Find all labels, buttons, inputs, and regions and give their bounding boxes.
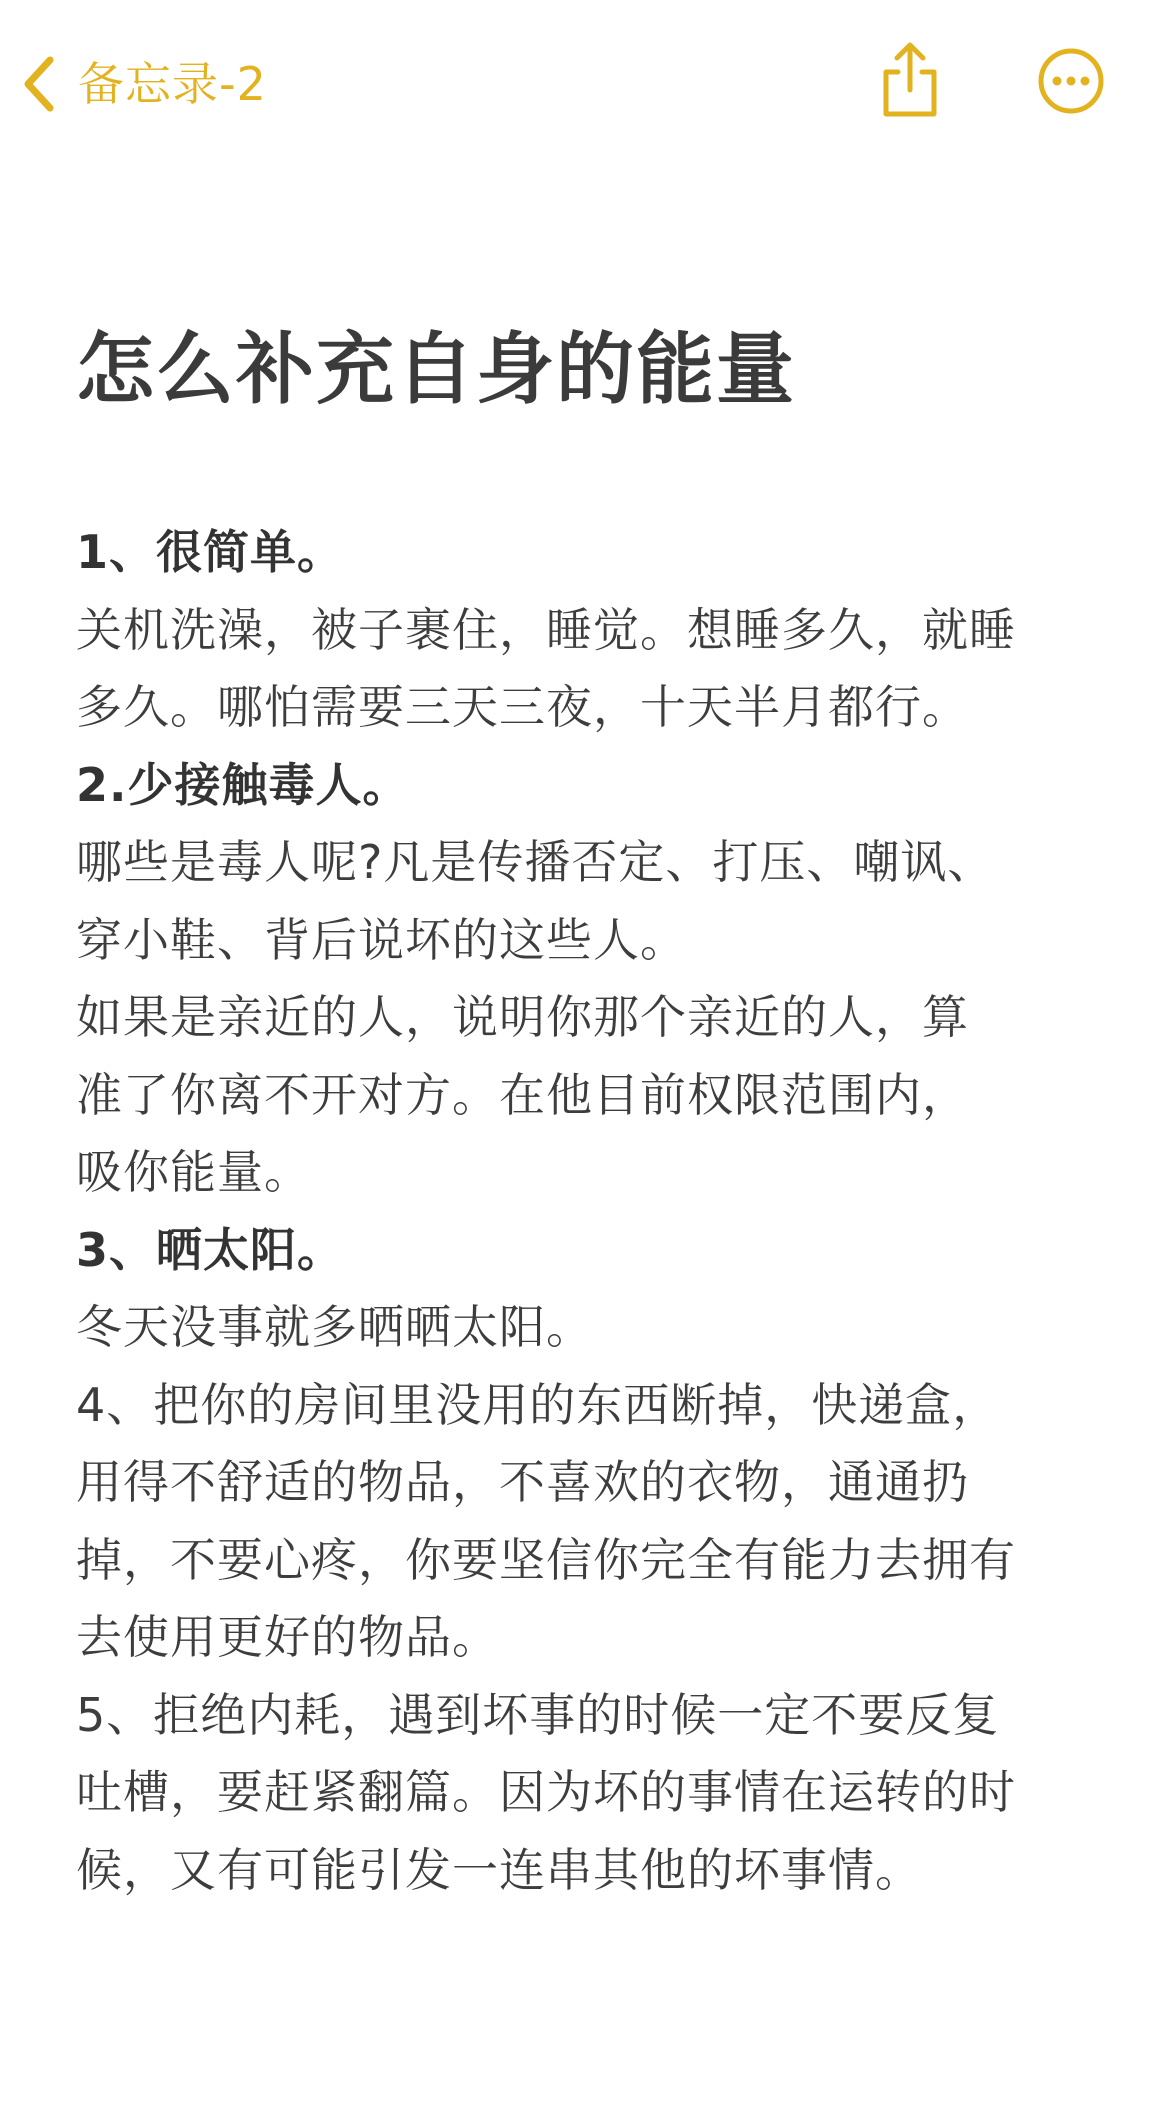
share-button[interactable] (878, 40, 942, 124)
note-text-line: 掉，不要心疼，你要坚信你完全有能力去拥有 (76, 1532, 1016, 1587)
note-text-line: 4、把你的房间里没用的东西断掉，快递盒， (76, 1377, 1000, 1432)
note-text-line: 去使用更好的物品。 (76, 1610, 499, 1664)
note-body[interactable] (76, 514, 1116, 1909)
note-text-line: 穿小鞋、背后说坏的这些人。 (76, 912, 687, 967)
note-text-line: 用得不舒适的物品，不喜欢的衣物，通通扔 (76, 1455, 969, 1509)
note-heading-line: 1、很简单。 (76, 525, 345, 579)
note-text-line: 多久。哪怕需要三天三夜，十天半月都行。 (76, 680, 969, 734)
note-text-line: 吐槽，要赶紧翻篇。因为坏的事情在运转的时 (76, 1765, 1016, 1819)
note-text-line: 关机洗澡，被子裹住，睡觉。想睡多久，就睡 (76, 602, 1016, 657)
navigation-bar (0, 0, 1170, 170)
note-heading-line: 3、晒太阳。 (76, 1222, 345, 1277)
note-text-line: 如果是亲近的人，说明你那个亲近的人，算 (76, 990, 969, 1044)
note-text-line: 5、拒绝内耗，遇到坏事的时候一定不要反复 (76, 1687, 1000, 1742)
note-text-line: 准了你离不开对方。在他目前权限范围内， (76, 1067, 969, 1122)
back-label: 备忘录-2 (78, 57, 267, 111)
note-text-line: 冬天没事就多晒晒太阳。 (76, 1300, 593, 1354)
share-icon (878, 105, 942, 124)
note-text-line: 吸你能量。 (76, 1145, 311, 1199)
more-button[interactable] (1036, 46, 1106, 120)
chevron-left-icon (22, 54, 56, 114)
back-button[interactable] (22, 46, 267, 122)
note-title: 怎么补充自身的能量 (76, 325, 797, 415)
note-text-line: 候，又有可能引发一连串其他的坏事情。 (76, 1842, 922, 1897)
note-text-line: 哪些是毒人呢?凡是传播否定、打压、嘲讽、 (76, 835, 995, 889)
note-heading-line: 2.少接触毒人。 (76, 757, 410, 812)
more-circle-icon (1036, 101, 1106, 120)
